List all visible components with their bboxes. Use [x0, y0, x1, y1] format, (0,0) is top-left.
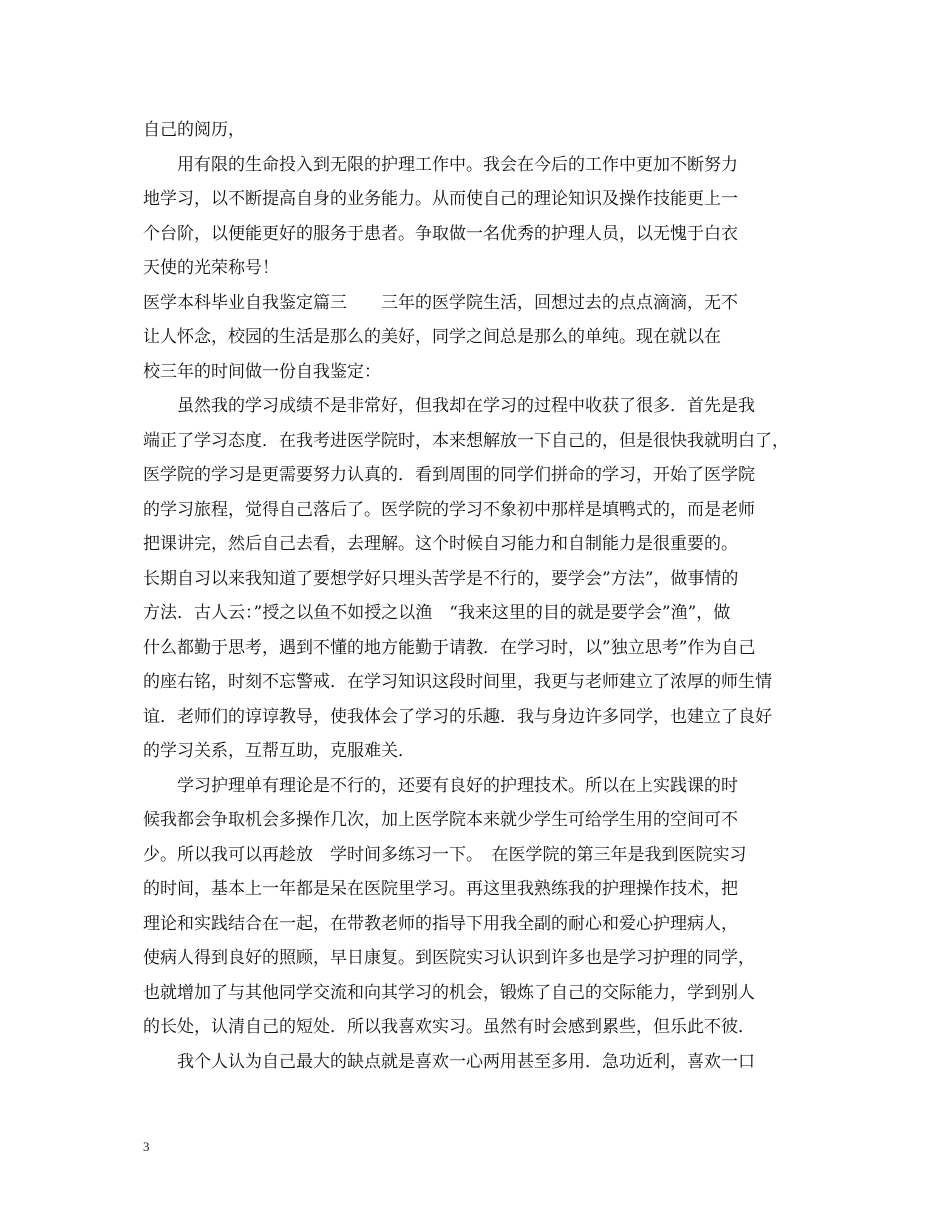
text-line: 谊．老师们的谆谆教导，使我体会了学习的乐趣．我与身边许多同学，也建立了良好 [143, 706, 772, 727]
text-line: 地学习，以不断提高自身的业务能力。从而使自己的理论知识及操作技能更上一 [143, 189, 738, 209]
text-line: 使病人得到良好的照顾，早日康复。到医院实习认识到许多也是学习护理的同学， [143, 948, 755, 968]
text-line: 用有限的生命投入到无限的护理工作中。我会在今后的工作中更加不断努力 [177, 154, 738, 175]
text-line: 端正了学习态度．在我考进医学院时，本来想解放一下自己的，但是很快我就明白了， [143, 430, 789, 451]
text-line: 少。所以我可以再趁放 学时间多练习一下。 在医学院的第三年是我到医院实习 [143, 844, 747, 865]
text-line: 医学院的学习是更需要努力认真的．看到周围的同学们拼命的学习，开始了医学院 [143, 465, 755, 485]
text-line: 的学习关系，互帮互助，克服难关． [143, 741, 415, 761]
text-line: 也就增加了与其他同学交流和向其学习的机会，锻炼了自己的交际能力，学到别人 [143, 982, 755, 1003]
text-line: 理论和实践结合在一起，在带教老师的指导下用我全副的耐心和爱心护理病人， [143, 913, 738, 934]
text-line: 什么都勤于思考，遇到不懂的地方能勤于请教．在学习时，以”独立思考”作为自己 [143, 637, 756, 658]
text-line: 方法．古人云：”授之以鱼不如授之以渔 “我来这里的目的就是要学会”渔”，做 [143, 603, 731, 623]
text-line: 把课讲完，然后自己去看，去理解。这个时候自习能力和自制能力是很重要的。 [143, 534, 738, 554]
text-line: 的长处，认清自己的短处．所以我喜欢实习。虽然有时会感到累些，但乐此不彼． [143, 1017, 755, 1037]
section-heading-line: 医学本科毕业自我鉴定篇三 三年的医学院生活，回想过去的点点滴滴，无不 [143, 292, 738, 313]
text-line: 的时间，基本上一年都是呆在医院里学习。再这里我熟练我的护理操作技术，把 [143, 879, 738, 899]
text-line: 虽然我的学习成绩不是非常好，但我却在学习的过程中收获了很多．首先是我 [177, 396, 755, 416]
text-line: 候我都会争取机会多操作几次，加上医学院本来就少学生可给学生用的空间可不 [143, 810, 738, 830]
text-line: 长期自习以来我知道了要想学好只埋头苦学是不行的，要学会”方法”，做事情的 [143, 568, 739, 589]
text-line: 的学习旅程，觉得自己落后了。医学院的学习不象初中那样是填鸭式的，而是老师 [143, 499, 755, 520]
text-line: 个台阶，以便能更好的服务于患者。争取做一名优秀的护理人员，以无愧于白衣 [143, 223, 738, 244]
page-number: 3 [143, 1139, 150, 1154]
text-line: 自己的阅历， [143, 120, 245, 140]
text-line: 天使的光荣称号！ [143, 258, 279, 278]
text-line: 的座右铭，时刻不忘警戒．在学习知识这段时间里，我更与老师建立了浓厚的师生情 [143, 672, 772, 692]
text-line: 校三年的时间做一份自我鉴定： [143, 361, 381, 382]
text-line: 学习护理单有理论是不行的，还要有良好的护理技术。所以在上实践课的时 [177, 775, 738, 796]
text-line: 我个人认为自己最大的缺点就是喜欢一心两用甚至多用．急功近利，喜欢一口 [177, 1051, 755, 1072]
document-body [143, 113, 813, 1079]
text-line: 让人怀念，校园的生活是那么的美好，同学之间总是那么的单纯。现在就以在 [143, 327, 721, 347]
